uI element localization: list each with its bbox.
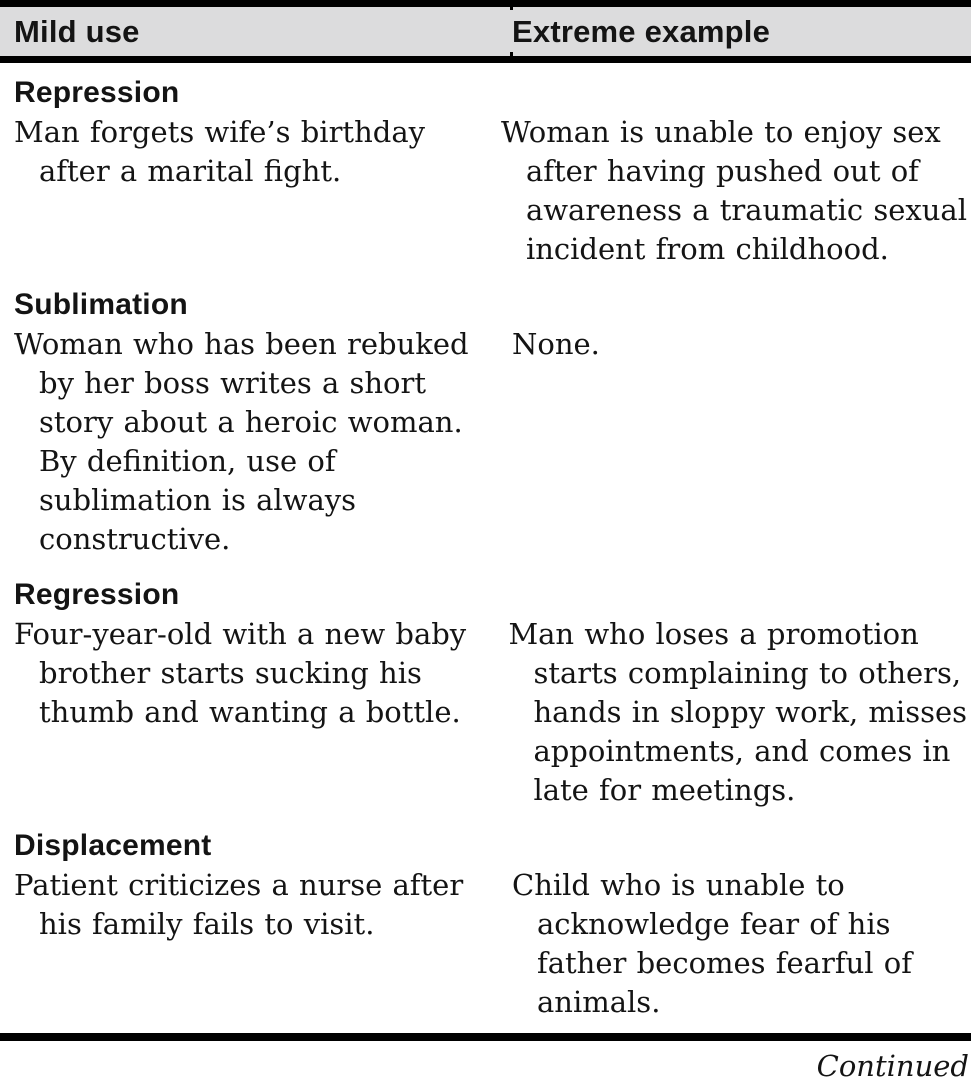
text-line: his family fails to visit.: [39, 907, 375, 941]
mild-use-cell: [0, 866, 500, 1022]
text-line: starts complaining to others,: [533, 656, 962, 690]
example-row: [0, 866, 971, 1022]
bottom-rule: [0, 1033, 971, 1041]
defense-mechanism-section: [0, 575, 971, 810]
text-line: Man who loses a promotion: [508, 617, 919, 651]
text-line: Four-year-old with a new baby: [14, 617, 467, 651]
mechanism-name: Displacement: [14, 829, 212, 862]
mechanism-name: Repression: [14, 76, 180, 109]
text-line: sublimation is always: [39, 483, 357, 517]
extreme-example-cell: [500, 325, 971, 559]
text-line: Child who is unable to: [512, 868, 845, 902]
text-line: by her boss writes a short: [39, 366, 427, 400]
mechanism-name: Regression: [14, 578, 180, 611]
defense-mechanism-section: [0, 285, 971, 559]
text-line: after a marital fight.: [39, 154, 342, 188]
column-divider-tick-top: [510, 0, 513, 10]
table-body: [0, 63, 971, 1022]
text-line: None.: [512, 327, 600, 361]
text-line: brother starts sucking his: [39, 656, 422, 690]
defense-mechanism-section: [0, 73, 971, 269]
column-header-mild-use: Mild use: [14, 13, 140, 49]
text-line: constructive.: [39, 522, 231, 556]
example-row: [0, 113, 971, 269]
text-line: animals.: [537, 985, 661, 1019]
example-row: [0, 615, 971, 810]
text-line: By definition, use of: [39, 444, 336, 478]
text-line: thumb and wanting a bottle.: [39, 695, 461, 729]
defense-mechanism-section: [0, 826, 971, 1022]
example-row: [0, 325, 971, 559]
mild-use-cell: [0, 615, 496, 810]
continued-label: Continued: [816, 1049, 969, 1083]
text-line: Patient criticizes a nurse after: [14, 868, 464, 902]
top-rule: [0, 0, 971, 7]
extreme-example-cell: [500, 866, 971, 1022]
mechanism-name: Sublimation: [14, 288, 188, 321]
text-line: Woman who has been rebuked: [14, 327, 469, 361]
text-line: appointments, and comes in: [533, 734, 951, 768]
text-line: hands in sloppy work, misses: [533, 695, 967, 729]
extreme-example-cell: [489, 113, 971, 269]
mild-use-cell: [0, 325, 500, 559]
text-line: after having pushed out of: [525, 154, 919, 188]
text-line: awareness a traumatic sexual: [525, 193, 967, 227]
mild-use-cell: [0, 113, 489, 269]
text-line: incident from childhood.: [525, 232, 889, 266]
column-divider-tick-header: [510, 52, 513, 63]
header-bottom-rule: [0, 56, 971, 63]
table-header-row: [0, 7, 971, 56]
text-line: father becomes fearful of: [537, 946, 912, 980]
column-header-extreme-example: Extreme example: [512, 13, 771, 49]
text-line: Woman is unable to enjoy sex: [500, 115, 941, 149]
text-line: story about a heroic woman.: [39, 405, 463, 439]
extreme-example-cell: [496, 615, 971, 810]
text-line: Man forgets wife’s birthday: [14, 115, 425, 149]
text-line: late for meetings.: [533, 773, 796, 807]
text-line: acknowledge fear of his: [537, 907, 891, 941]
